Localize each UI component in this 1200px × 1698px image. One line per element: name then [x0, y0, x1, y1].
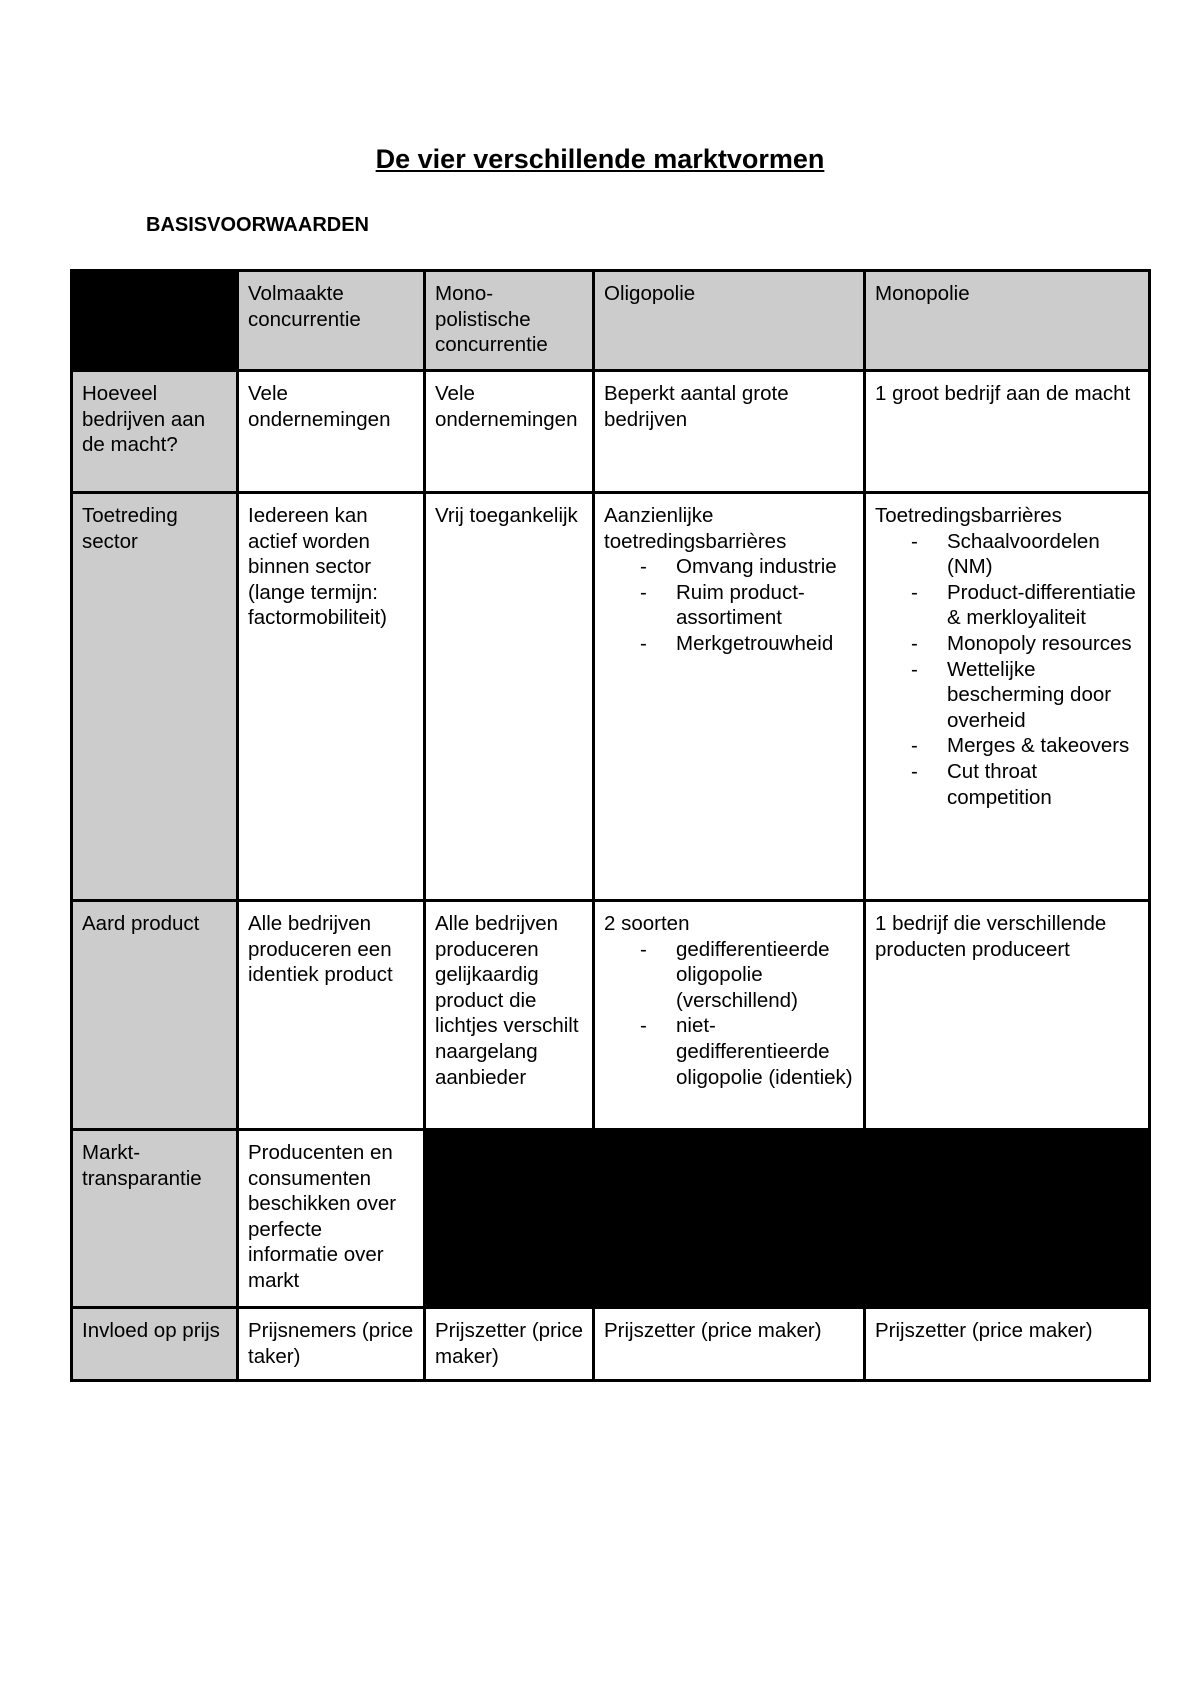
list-item: - Schaalvoordelen (NM) [947, 529, 1140, 580]
blacked-out-cell: / [865, 1130, 1150, 1308]
row-header-toetreding-sector: Toetreding sector [72, 493, 238, 901]
table-cell: Alle bedrijven produceren gelijkaardig product die lichtjes verschilt naargelang aanbieder [425, 901, 594, 1130]
header-row [72, 271, 1150, 371]
table-row [72, 493, 1150, 901]
cell-intro: Toetredingsbarrières [875, 504, 1062, 527]
table-cell: Prijszetter (price maker) [865, 1308, 1150, 1381]
list-item: - Wettelijke bescherming door overheid [947, 657, 1140, 734]
bullet-list [875, 529, 1140, 811]
table-cell [594, 493, 865, 901]
table-cell: Iedereen kan actief worden binnen sector (lange termijn: factormobiliteit) [238, 493, 425, 901]
table-row [72, 901, 1150, 1130]
cell-intro: Aanzienlijke toetredingsbarrières [604, 504, 787, 553]
table-cell: Beperkt aantal grote bedrijven [594, 371, 865, 493]
table-row [72, 1308, 1150, 1381]
table-row [72, 371, 1150, 493]
bullet-list [604, 937, 855, 1091]
column-header-label: Mono- polistische concurrentie [435, 282, 548, 357]
table-cell: Vrij toegankelijk [425, 493, 594, 901]
list-item: - Ruim product-assortiment [676, 580, 855, 631]
section-heading: BASISVOORWAARDEN [146, 214, 369, 236]
list-item: - Product-differentiatie & merkloyaliteit [947, 580, 1140, 631]
column-header-monopolistische-concurrentie [425, 271, 594, 371]
row-header-markttransparantie: Markt-transparantie [72, 1130, 238, 1308]
row-header-aantal-bedrijven: Hoeveel bedrijven aan de macht? [72, 371, 238, 493]
column-header-volmaakte-concurrentie: Volmaakte concurrentie [238, 271, 425, 371]
cell-intro: 2 soorten [604, 912, 690, 935]
list-item: - Merkgetrouwheid [676, 631, 855, 657]
list-item: - Merges & takeovers [947, 733, 1140, 759]
row-header-invloed-op-prijs: Invloed op prijs [72, 1308, 238, 1381]
column-header-oligopolie: Oligopolie [594, 271, 865, 371]
table-cell: Producenten en consumenten beschikken over perfecte informatie over markt [238, 1130, 425, 1308]
table-cell [865, 493, 1150, 901]
list-item: - Monopoly resources [947, 631, 1140, 657]
list-item: - Omvang industrie [676, 554, 855, 580]
table-cell: 1 bedrijf die verschillende producten produceert [865, 901, 1150, 1130]
table-cell: Vele ondernemingen [238, 371, 425, 493]
table-cell: Prijszetter (price maker) [594, 1308, 865, 1381]
table-cell [594, 901, 865, 1130]
table-cell: Alle bedrijven produceren een identiek product [238, 901, 425, 1130]
table-cell: Prijsnemers (price taker) [238, 1308, 425, 1381]
list-item: - niet-gedifferentieerde oligopolie (identiek) [676, 1013, 855, 1090]
list-item: - Cut throat competition [947, 759, 1140, 810]
blacked-out-cell: / [594, 1130, 865, 1308]
market-forms-table [70, 269, 1151, 1382]
page-title: De vier verschillende marktvormen [375, 144, 825, 174]
corner-cell [72, 271, 238, 371]
table-cell: Prijszetter (price maker) [425, 1308, 594, 1381]
list-item: - gedifferentieerde oligopolie (verschillend) [676, 937, 855, 1014]
table-cell: 1 groot bedrijf aan de macht [865, 371, 1150, 493]
row-header-aard-product: Aard product [72, 901, 238, 1130]
bullet-list [604, 554, 855, 656]
column-header-monopolie: Monopolie [865, 271, 1150, 371]
blacked-out-cell: / [425, 1130, 594, 1308]
table-row [72, 1130, 1150, 1308]
table-cell: Vele ondernemingen [425, 371, 594, 493]
